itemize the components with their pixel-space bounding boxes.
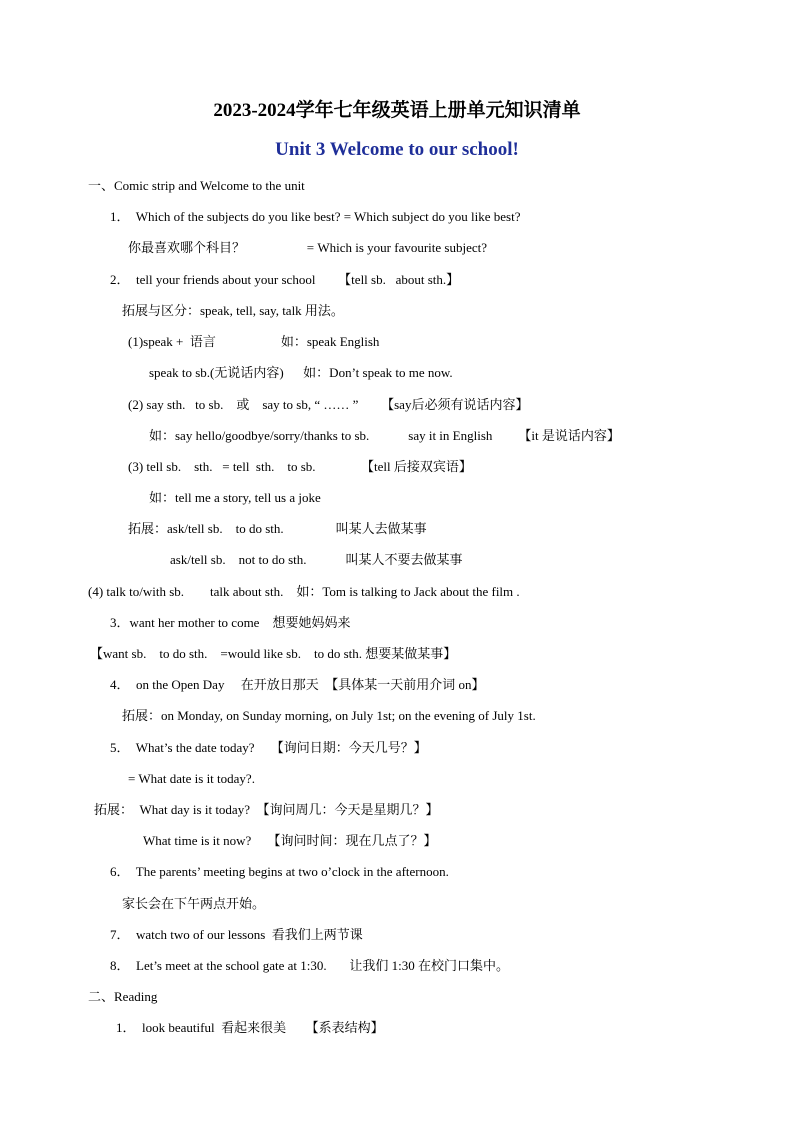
list-item: (4) talk to/with sb. talk about sth. 如：Tom is talking to Jack about the film .: [88, 584, 520, 599]
unit-subtitle: Unit 3 Welcome to our school!: [275, 139, 519, 160]
list-item: 【want sb. to do sth. =would like sb. to do sth. 想要某做某事】: [90, 646, 457, 661]
list-item: 7． watch two of our lessons 看我们上两节课: [110, 927, 363, 942]
list-item: 拓展：ask/tell sb. to do sth. 叫某人去做某事: [128, 521, 427, 536]
section-heading: 一、Comic strip and Welcome to the unit: [88, 178, 305, 193]
list-item: 6． The parents’ meeting begins at two o’clock in the afternoon.: [110, 864, 449, 879]
list-item: 4． on the Open Day 在开放日那天 【具体某一天前用介词 on】: [110, 677, 485, 692]
list-item: 2． tell your friends about your school 【tell sb. about sth.】: [110, 272, 460, 287]
list-item: 拓展：on Monday, on Sunday morning, on July 1st; on the evening of July 1st.: [122, 708, 536, 723]
list-item: 5． What’s the date today? 【询问日期：今天几号？】: [110, 740, 427, 755]
section-heading: 二、Reading: [88, 989, 158, 1004]
page-title: 2023-2024学年七年级英语上册单元知识清单: [213, 100, 581, 121]
list-item: (3) tell sb. sth. = tell sth. to sb. 【tell 后接双宾语】: [128, 459, 472, 474]
list-item: 如：say hello/goodbye/sorry/thanks to sb. say it in English 【it 是说话内容】: [149, 428, 620, 443]
list-item: What time is it now? 【询问时间：现在几点了？】: [143, 833, 437, 848]
list-item: ask/tell sb. not to do sth. 叫某人不要去做某事: [170, 552, 463, 567]
list-item: 家长会在下午两点开始。: [122, 896, 266, 911]
list-item: speak to sb.(无说话内容) 如：Don’t speak to me now.: [149, 365, 453, 380]
list-item: (1)speak + 语言 如：speak English: [128, 334, 380, 349]
list-item: 1． Which of the subjects do you like best? = Which subject do you like best?: [110, 209, 521, 224]
list-item: 1． look beautiful 看起来很美 【系表结构】: [116, 1020, 384, 1035]
list-item: 你最喜欢哪个科目？ = Which is your favourite subject?: [128, 240, 487, 255]
list-item: 3．want her mother to come 想要她妈妈来: [110, 615, 351, 630]
list-item: 拓展： What day is it today? 【询问周几：今天是星期几？】: [94, 802, 439, 817]
list-item: 8． Let’s meet at the school gate at 1:30. 让我们 1:30 在校门口集中。: [110, 958, 509, 973]
list-item: 如：tell me a story, tell us a joke: [149, 490, 321, 505]
list-item: 拓展与区分：speak, tell, say, talk 用法。: [122, 303, 344, 318]
list-item: = What date is it today?.: [128, 771, 255, 786]
list-item: (2) say sth. to sb. 或 say to sb, “ …… ” 【say后必须有说话内容】: [128, 397, 529, 412]
